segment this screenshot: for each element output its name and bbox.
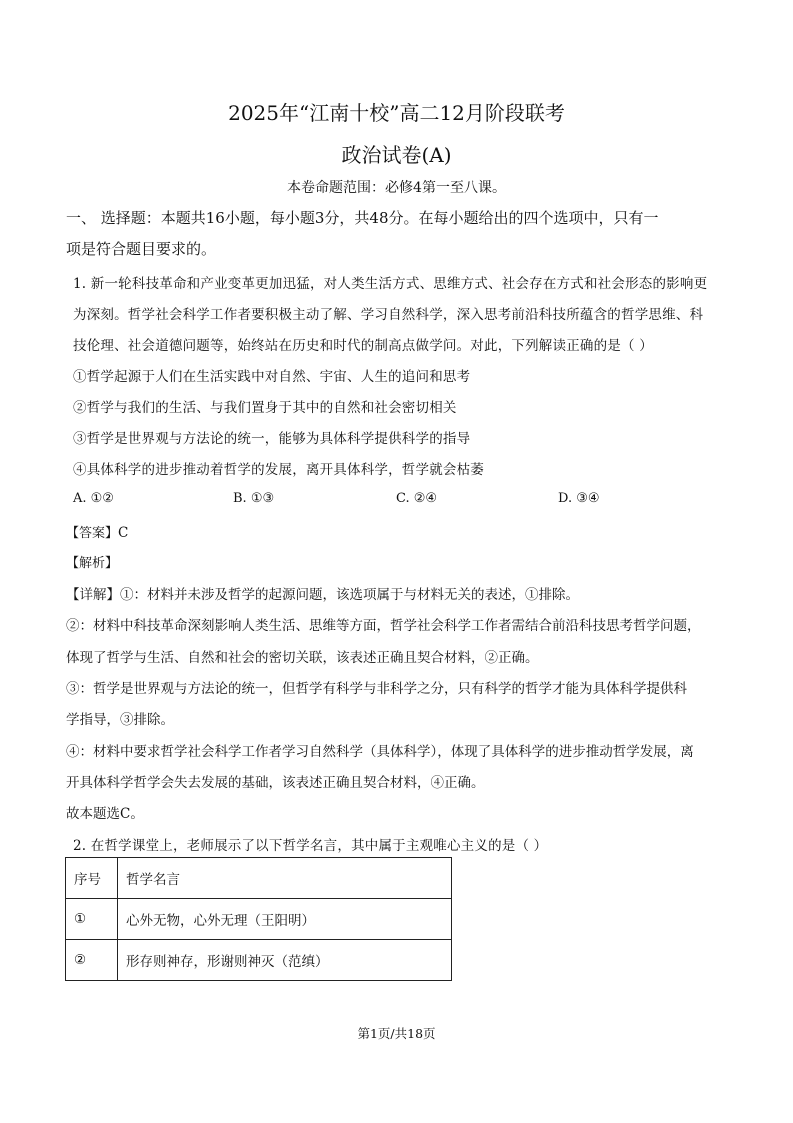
q1-stem-line-2: 为深刻。哲学社会科学工作者要积极主动了解、学习自然科学，深入思考前沿科技所蕴含的哲学思维、科 [73, 307, 704, 323]
q1-option-c: C. ②④ [396, 491, 438, 506]
exam-subtitle: 政治试卷(A) [341, 143, 452, 167]
exam-title: 2025年“江南十校”高二12月阶段联考 [228, 101, 565, 125]
table-header-row [66, 858, 452, 899]
exam-scope: 本卷命题范围：必修4第一至八课。 [287, 180, 506, 196]
table-cell: ② [66, 940, 118, 981]
table-row [66, 899, 452, 940]
q1-detail-line-5: 学指导，③排除。 [66, 712, 174, 728]
q1-statement-2: ②哲学与我们的生活、与我们置身于其中的自然和社会密切相关 [73, 400, 457, 416]
table-header-cell: 哲学名言 [118, 858, 452, 899]
table-cell: 形存则神存，形谢则神灭（范缜） [118, 940, 452, 981]
q1-detail-line-1: 【详解】①：材料并未涉及哲学的起源问题，该选项属于与材料无关的表述，①排除。 [66, 587, 579, 603]
q1-statement-1: ①哲学起源于人们在生活实践中对自然、宇宙、人生的追问和思考 [73, 369, 471, 385]
q1-stem-line-3: 技伦理、社会道德问题等，始终站在历史和时代的制高点做学问。对此，下列解读正确的是（ ） [73, 338, 653, 354]
table-row [66, 940, 452, 981]
table-cell: 心外无物，心外无理（王阳明） [118, 899, 452, 940]
answer-value: C [118, 525, 129, 541]
page-footer: 第1页/共18页 [357, 1026, 436, 1041]
section-instruction-line-2: 项是符合题目要求的。 [66, 240, 217, 258]
answer-label: 【答案】 [66, 526, 119, 541]
q1-option-d: D. ③④ [558, 491, 600, 506]
q2-stem: 2. 在哲学课堂上，老师展示了以下哲学名言，其中属于主观唯心主义的是（ ） [73, 838, 548, 854]
q1-statement-3: ③哲学是世界观与方法论的统一，能够为具体科学提供科学的指导 [73, 431, 471, 447]
q1-option-a: A. ①② [73, 491, 114, 506]
q1-detail-line-2: ②：材料中科技革命深刻影响人类生活、思维等方面，哲学社会科学工作者需结合前沿科技思考哲学问题， [66, 618, 701, 634]
section-instruction-line-1: 一、 选择题：本题共16小题，每小题3分，共48分。在每小题给出的四个选项中，只有一 [66, 209, 659, 227]
q1-detail-line-3: 体现了哲学与生活、自然和社会的密切关联，该表述正确且契合材料，②正确。 [66, 650, 539, 666]
q1-analysis-label [66, 552, 118, 571]
q1-statement-4: ④具体科学的进步推动着哲学的发展，离开具体科学，哲学就会枯萎 [73, 462, 484, 478]
q1-detail-line-4: ③：哲学是世界观与方法论的统一，但哲学有科学与非科学之分，只有科学的哲学才能为具体科学提供科 [66, 681, 687, 697]
q1-option-b: B. ①③ [233, 491, 275, 506]
q1-detail-line-8: 故本题选C。 [66, 806, 144, 822]
q1-detail-line-7: 开具体科学哲学会失去发展的基础，该表述正确且契合材料，④正确。 [66, 775, 485, 791]
q1-detail-line-6: ④：材料中要求哲学社会科学工作者学习自然科学（具体科学），体现了具体科学的进步推动哲学发展，离 [66, 744, 694, 760]
table-header-cell: 序号 [66, 858, 118, 899]
q1-stem-line-1: 1. 新一轮科技革命和产业变革更加迅猛，对人类生活方式、思维方式、社会存在方式和社会形态的影响更 [73, 276, 708, 292]
table-cell: ① [66, 899, 118, 940]
analysis-label: 【解析】 [66, 556, 119, 571]
q2-quote-table [65, 857, 452, 981]
q1-answer [66, 522, 128, 541]
